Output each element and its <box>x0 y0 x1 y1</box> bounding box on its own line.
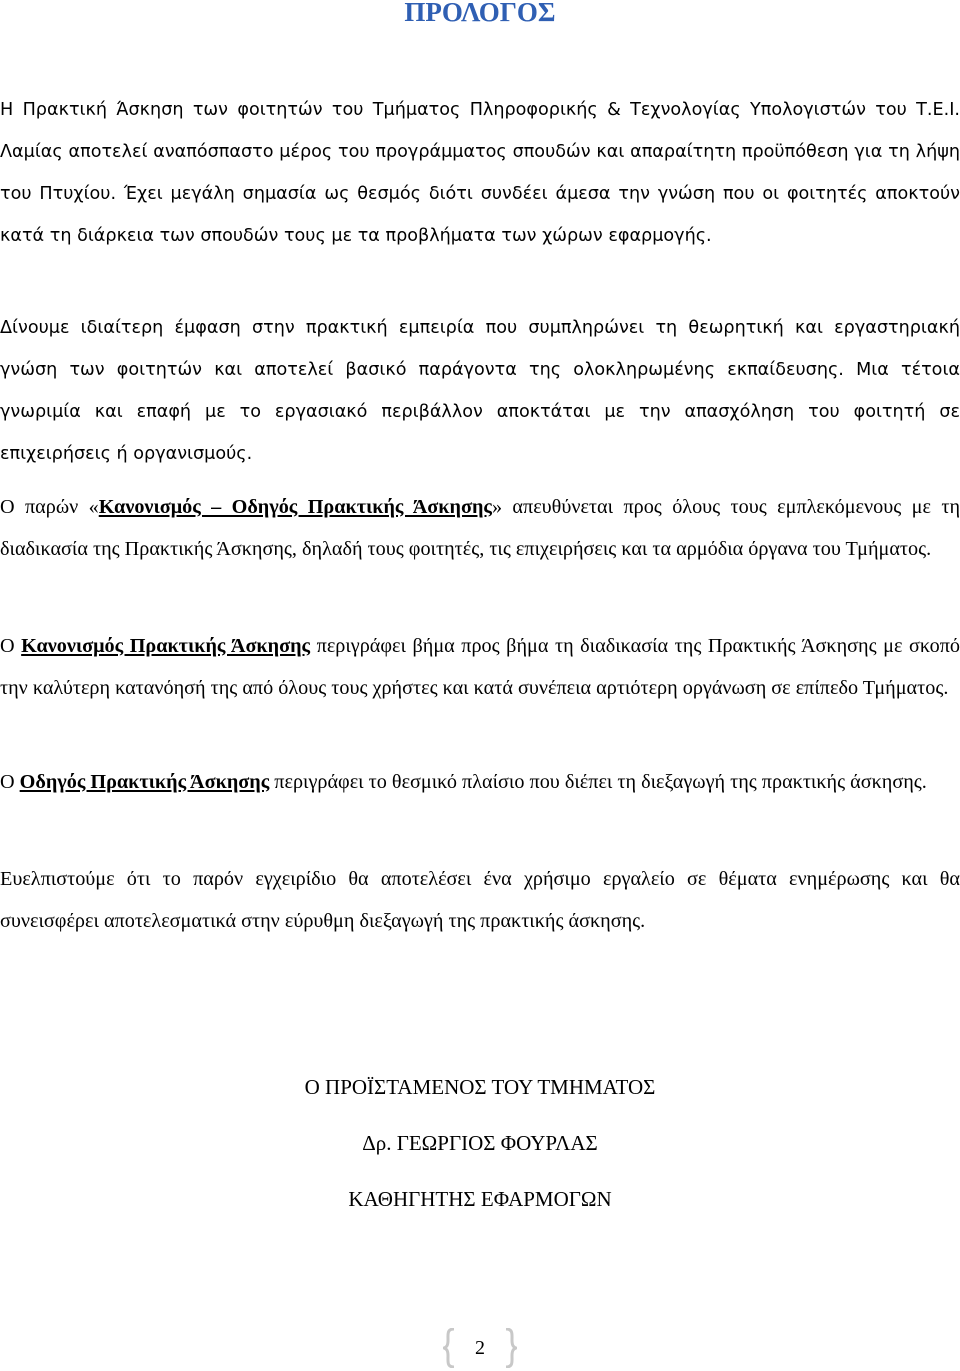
signature-title: ΚΑΘΗΓΗΤΗΣ ΕΦΑΡΜΟΓΩΝ <box>348 1187 612 1211</box>
signature-name: Δρ. ΓΕΩΡΓΙΟΣ ΦΟΥΡΛΑΣ <box>362 1131 598 1155</box>
right-brace-icon <box>505 1328 517 1368</box>
paragraph-guide-rest: περιγράφει το θεσμικό πλαίσιο που διέπει τη διεξαγωγή της πρακτικής άσκησης. <box>269 771 927 793</box>
paragraph-regulation <box>0 625 960 709</box>
page-number: 2 <box>475 1337 485 1359</box>
paragraph-intro: Η Πρακτική Άσκηση των φοιτητών του Τμήματος Πληροφορικής & Τεχνολογίας Υπολογιστών του Τ.Ε.Ι. Λαμίας αποτελεί αναπόσπαστο μέρος του προγράμματος σπουδών και απαραίτητη προϋπόθεση για τη λήψη του Πτυχίου. Έχει μεγάλη σημασία ως θεσμός διότι συνδέει άμεσα την γνώση που οι φοιτητές αποκτούν κατά τη διάρκεια των σπουδών τους με τα προβλήματα των χώρων εφαρμογής. <box>0 100 960 246</box>
paragraph-guide-audience <box>0 486 960 570</box>
paragraph-guide-audience-rest: » απευθύνεται προς όλους τους εμπλεκόμενους με τη διαδικασία της Πρακτικής Άσκησης, δηλαδή τους φοιτητές, τις επιχειρήσεις και τα αρμόδια όργανα του Τμήματος. <box>0 496 960 560</box>
page-title: ΠΡΟΛΟΓΟΣ <box>404 0 556 27</box>
paragraph-guide <box>0 761 960 803</box>
paragraph-emphasis: Δίνουμε ιδιαίτερη έμφαση στην πρακτική εμπειρία που συμπληρώνει τη θεωρητική και εργαστηριακή γνώση των φοιτητών και αποτελεί βασικό παράγοντα της ολοκληρωμένης εκπαίδευσης. Μια τέτοια γνωριμία και επαφή με το εργασιακό περιβάλλον αποκτάται με την απασχόληση του φοιτητή σε επιχειρήσεις ή οργανισμούς. <box>0 318 960 464</box>
page-footer <box>443 1328 517 1368</box>
paragraph-regulation-rest: περιγράφει βήμα προς βήμα τη διαδικασία της Πρακτικής Άσκησης με σκοπό την καλύτερη κατανόησή της από όλους τους χρήστες και κατά συνέπεια αρτιότερη οργάνωση σε επίπεδο Τμήματος. <box>0 635 960 699</box>
regulation-guide-title: Κανονισμός – Οδηγός Πρακτικής Άσκησης <box>98 496 492 518</box>
paragraph-closing: Ευελπιστούμε ότι το παρόν εγχειρίδιο θα αποτελέσει ένα χρήσιμο εργαλείο σε θέματα ενημέρωσης και θα συνεισφέρει αποτελεσματικά στην εύρυθμη διεξαγωγή της πρακτικής άσκησης. <box>0 868 960 932</box>
paragraph-guide-lead: Ο <box>0 771 20 793</box>
signature-role: Ο ΠΡΟΪΣΤΑΜΕΝΟΣ ΤΟΥ ΤΜΗΜΑΤΟΣ <box>304 1075 656 1099</box>
paragraph-guide-audience-lead: Ο παρών « <box>0 496 99 518</box>
left-brace-icon <box>443 1328 455 1368</box>
paragraph-regulation-lead: Ο <box>0 635 22 657</box>
regulation-title: Κανονισμός Πρακτικής Άσκησης <box>21 635 311 657</box>
guide-title: Οδηγός Πρακτικής Άσκησης <box>19 771 270 793</box>
